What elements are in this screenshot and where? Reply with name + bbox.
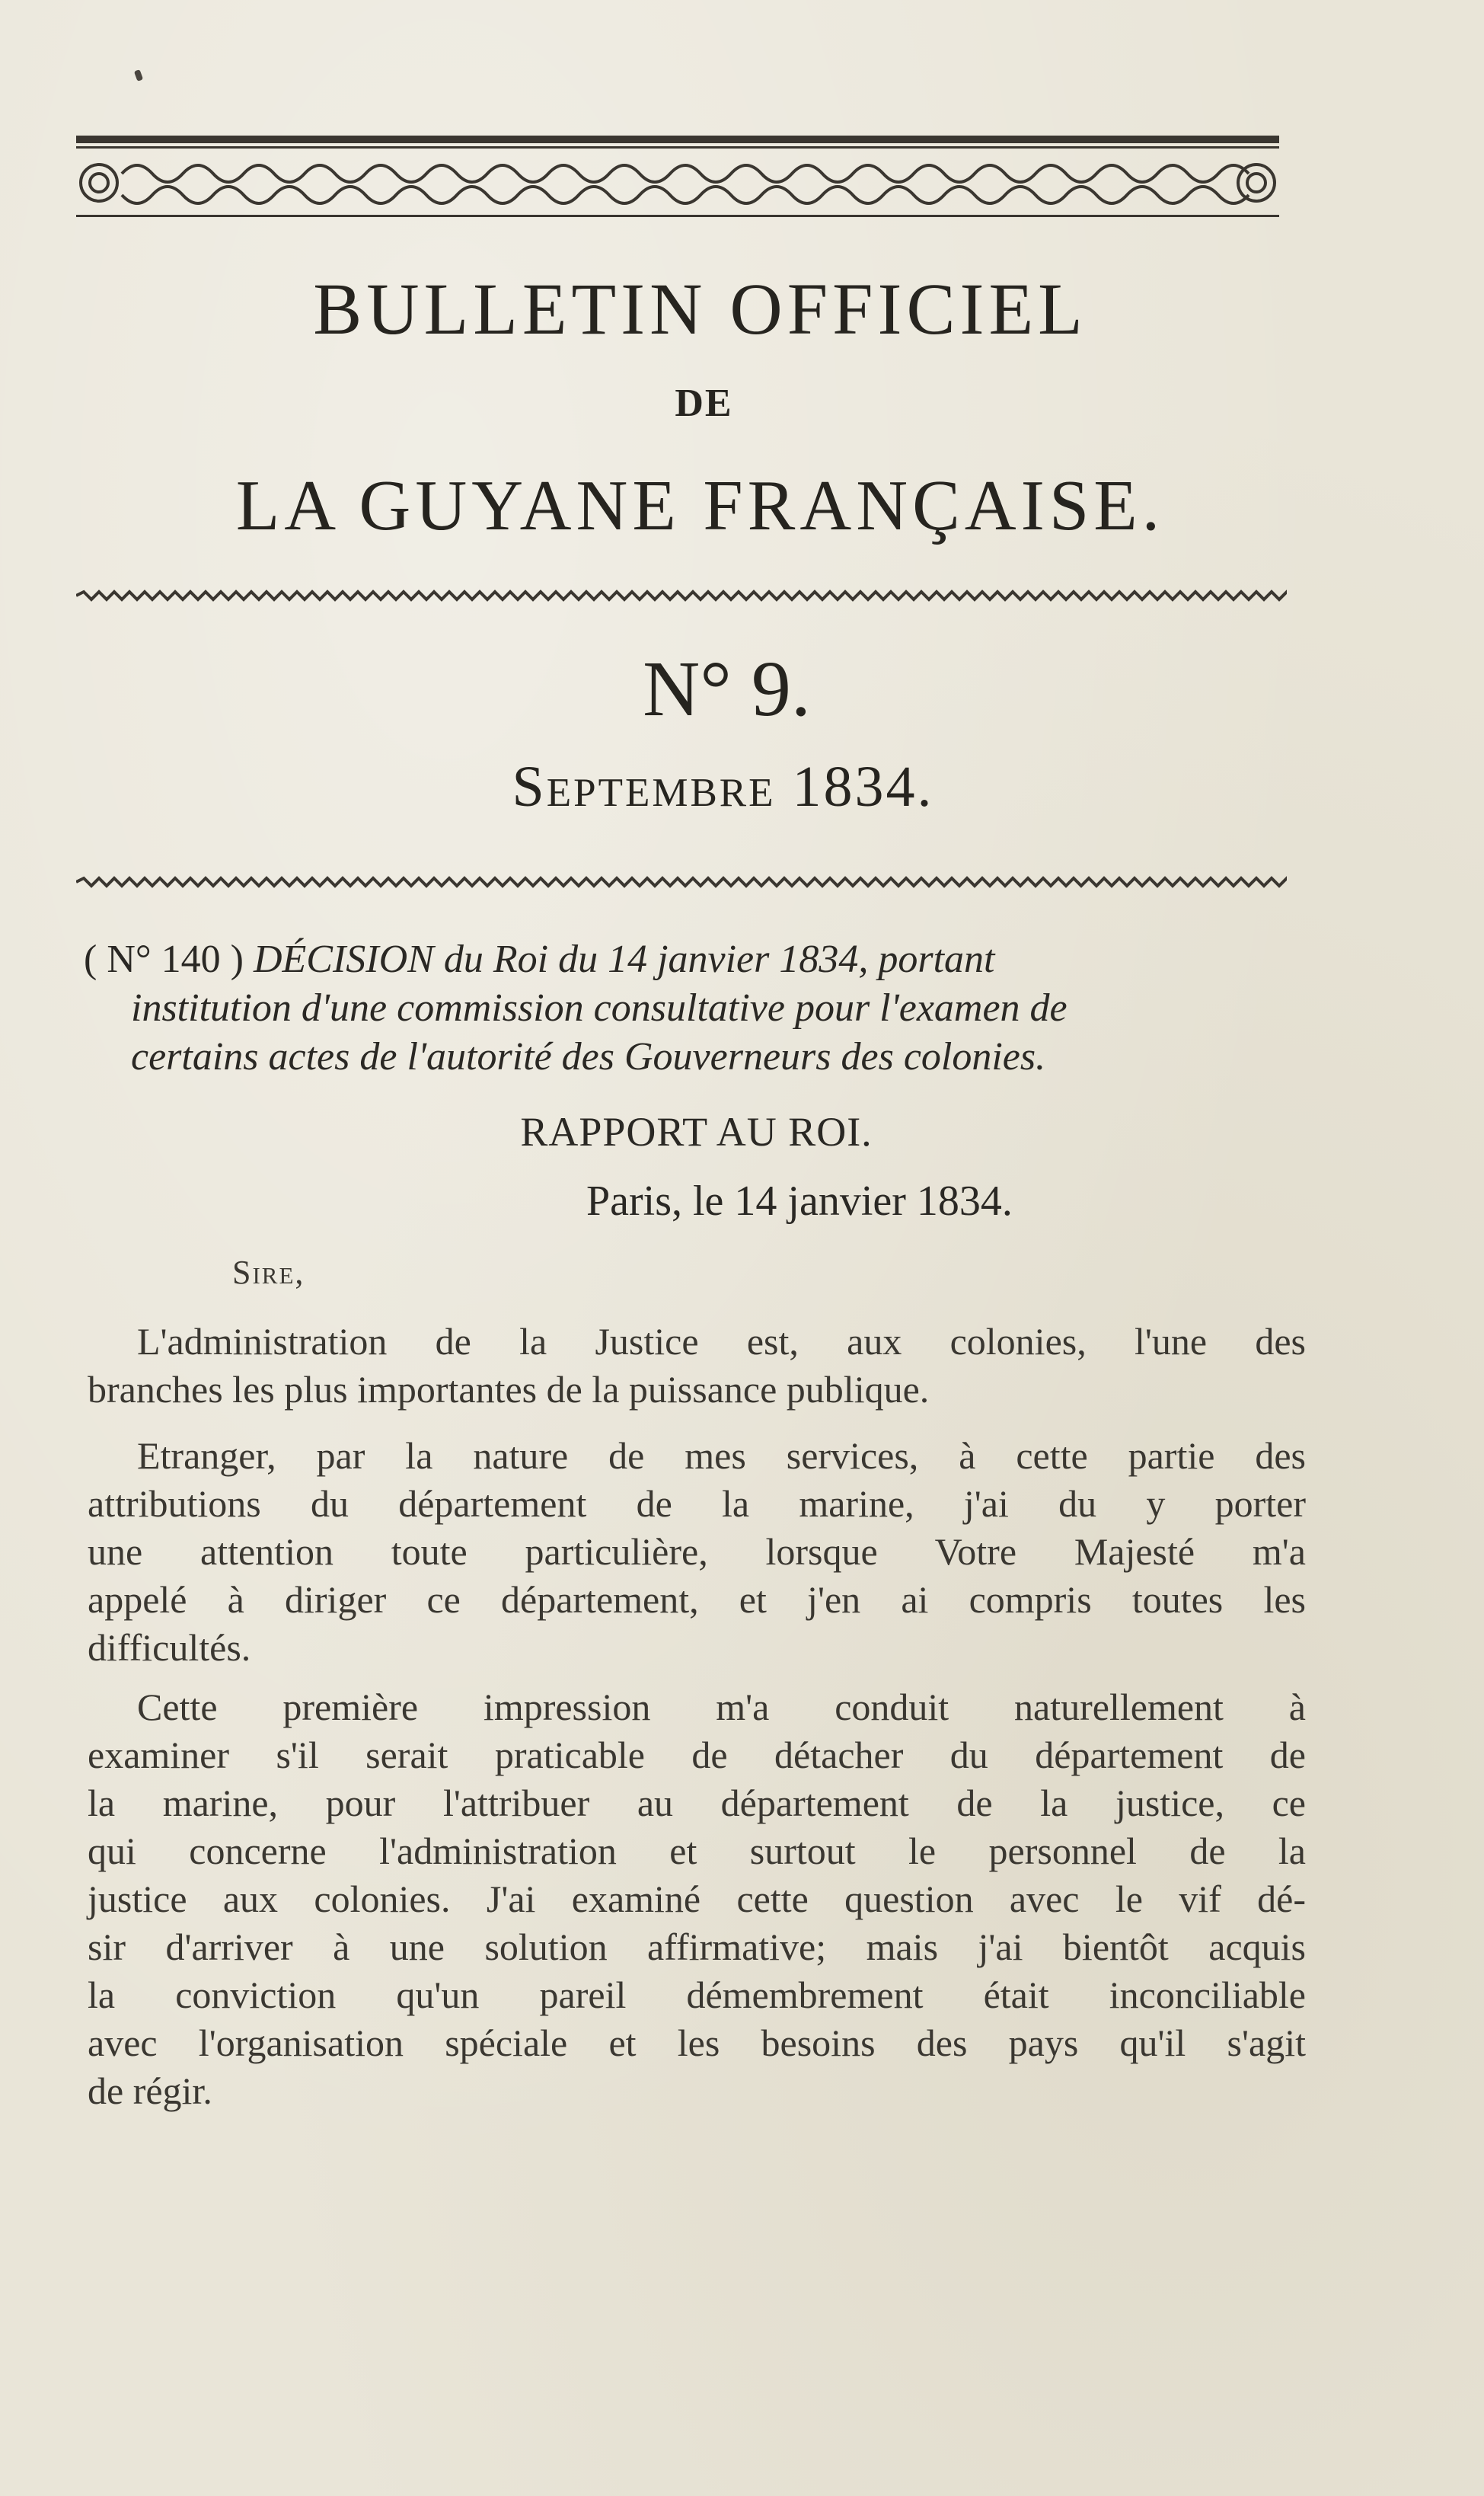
ornamental-border-icon (76, 136, 1279, 219)
paragraph-line: de régir. (88, 2069, 212, 2112)
paragraph-line: sir d'arriver à une solution affirmative; mais j'ai bientôt acquis (88, 1926, 1306, 1968)
decision-number: ( N° 140 ) (84, 938, 254, 981)
report-dateline: Paris, le 14 janvier 1834. (586, 1178, 1013, 1225)
paragraph-line: difficultés. (88, 1626, 251, 1669)
decision-line-2: institution d'une commission consultative pour l'examen de (131, 986, 1068, 1030)
paragraph-line: Etranger, par la nature de mes services, à cette partie des (137, 1434, 1306, 1477)
decision-line-1 (84, 935, 1302, 984)
decision-title: DÉCISION du Roi du 14 janvier 1834, portant (253, 938, 995, 981)
paragraph-line: qui concerne l'administration et surtout le personnel de la (88, 1830, 1306, 1872)
bulletin-title-guyane: LA GUYANE FRANÇAISE. (235, 466, 1165, 545)
paragraph-line: L'administration de la Justice est, aux colonies, l'une des (137, 1320, 1306, 1363)
salutation: Sire, (232, 1254, 305, 1291)
decision-line-3: certains actes de l'autorité des Gouverneurs des colonies. (131, 1035, 1046, 1079)
ink-speck (134, 69, 143, 81)
paragraph-line: avec l'organisation spéciale et les besoins des pays qu'il s'agit (88, 2021, 1306, 2064)
bulletin-title: BULLETIN OFFICIEL (313, 268, 1087, 350)
bulletin-title-de: DE (675, 382, 733, 425)
paragraph-line: justice aux colonies. J'ai examiné cette question avec le vif dé- (88, 1878, 1306, 1920)
paragraph-line: Cette première impression m'a conduit naturellement à (137, 1686, 1306, 1728)
paragraph-line: branches les plus importantes de la puissance publique. (88, 1368, 930, 1411)
decision-heading (84, 935, 1302, 1082)
wavy-rule-icon (76, 590, 1287, 602)
report-heading: RAPPORT AU ROI. (520, 1109, 873, 1155)
paragraph-2 (88, 1432, 1306, 1672)
paragraph-3 (88, 1683, 1306, 2115)
paragraph-line: appelé à diriger ce département, et j'en ai compris toutes les (88, 1578, 1306, 1621)
issue-number: N° 9. (643, 645, 811, 733)
paragraph-line: attributions du département de la marine, j'ai du y porter (88, 1482, 1306, 1525)
paragraph-line: la conviction qu'un pareil démembrement était inconciliable (88, 1973, 1306, 2016)
issue-month: Septembre 1834. (512, 755, 934, 819)
paragraph-line: la marine, pour l'attribuer au département de la justice, ce (88, 1782, 1306, 1824)
paragraph-1 (88, 1318, 1306, 1414)
wavy-rule-icon (76, 876, 1287, 888)
paragraph-line: une attention toute particulière, lorsque Votre Majesté m'a (88, 1530, 1306, 1573)
paragraph-line: examiner s'il serait praticable de détacher du département de (88, 1734, 1306, 1776)
